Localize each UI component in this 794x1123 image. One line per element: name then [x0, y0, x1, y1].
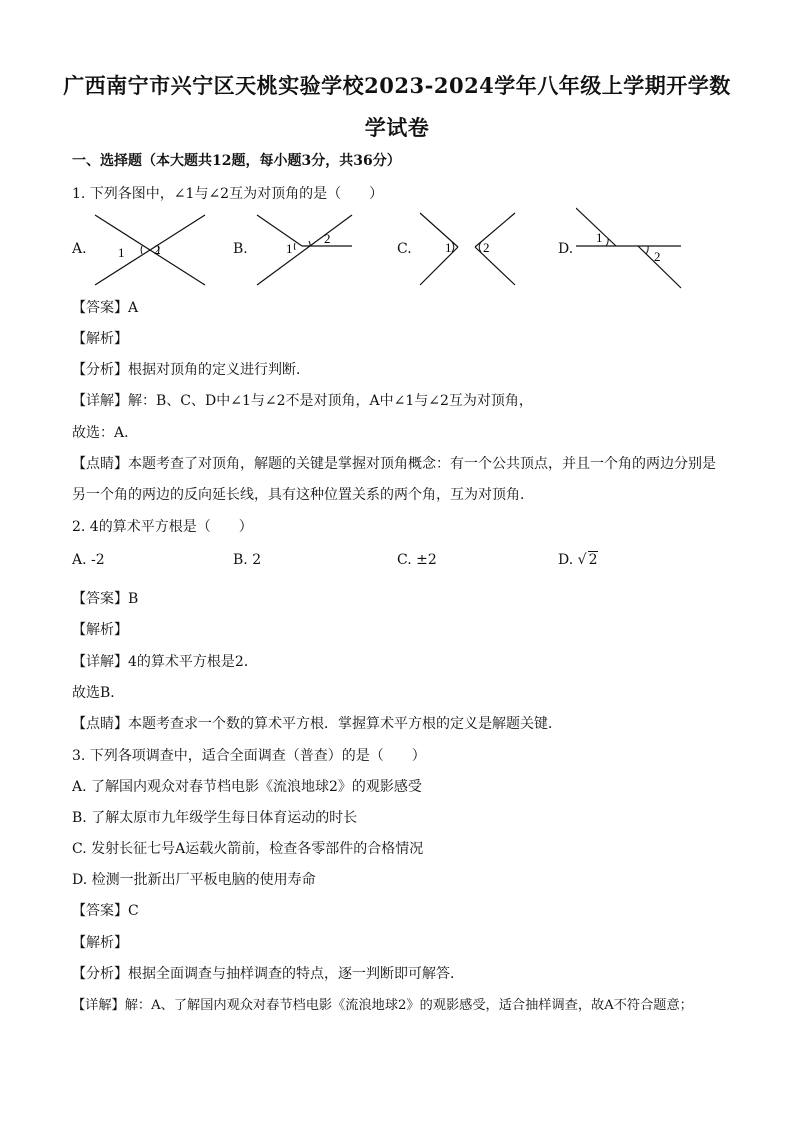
q1-figure-c	[415, 208, 525, 294]
q2-answer: 【答案】B	[72, 591, 139, 607]
q1-option-b-letter: B.	[233, 241, 248, 257]
q1-xiangjie: 【详解】解：B、C、D中∠1与∠2不是对顶角，A中∠1与∠2互为对顶角，	[72, 393, 533, 409]
q1-analysis-heading: 【解析】	[72, 331, 128, 347]
q1-b-angle2-label: 2	[324, 231, 331, 246]
q1-dianjing-line1: 【点睛】本题考查了对顶角，解题的关键是掌握对顶角概念：有一个公共顶点，并且一个角的两边分别是	[72, 456, 716, 472]
q2-option-b: B. 2	[233, 552, 262, 568]
q3-stem: 3. 下列各项调查中，适合全面调查（普查）的是（ ）	[72, 748, 426, 764]
q2-option-c: C. ±2	[397, 552, 437, 568]
q2-option-d	[558, 552, 598, 568]
q1-dianjing-line2: 另一个角的两边的反向延长线，具有这种位置关系的两个角，互为对顶角．	[72, 487, 534, 503]
q2-stem: 2. 4的算术平方根是（ ）	[72, 519, 253, 535]
q1-answer: 【答案】A	[72, 300, 139, 316]
q1-figure-a	[90, 210, 210, 294]
q1-d-angle1-label: 1	[596, 230, 603, 245]
q3-option-b: B. 了解太原市九年级学生每日体育运动的时长	[72, 810, 358, 826]
q3-xiangjie: 【详解】解：A、了解国内观众对春节档电影《流浪地球2》的观影感受，适合抽样调查，故A不符合题意；	[72, 998, 693, 1013]
q1-b-angle1-label: 1	[286, 241, 293, 256]
q1-guxuan: 故选：A．	[72, 425, 139, 441]
q1-option-c-letter: C.	[397, 241, 412, 257]
exam-title-line2: 学试卷	[364, 115, 430, 140]
q2-option-a: A. -2	[72, 552, 105, 568]
q2-guxuan: 故选B．	[72, 685, 125, 701]
q2-option-d-radicand: 2	[588, 552, 598, 568]
q1-stem: 1. 下列各图中，∠1与∠2互为对顶角的是（ ）	[72, 186, 384, 202]
q2-analysis-heading: 【解析】	[72, 622, 128, 638]
q2-dianjing: 【点睛】本题考查求一个数的算术平方根．掌握算术平方根的定义是解题关键．	[72, 716, 562, 732]
q3-option-a: A. 了解国内观众对春节档电影《流浪地球2》的观影感受	[72, 779, 422, 795]
q3-analysis-heading: 【解析】	[72, 935, 128, 951]
q3-fenxi: 【分析】根据全面调查与抽样调查的特点，逐一判断即可解答．	[72, 966, 464, 982]
q3-option-d: D. 检测一批新出厂平板电脑的使用寿命	[72, 872, 316, 888]
sqrt-symbol: √ 2	[577, 552, 598, 568]
q1-option-a-letter: A.	[72, 241, 87, 257]
q1-a-angle1-label: 1	[118, 245, 125, 260]
q3-answer: 【答案】C	[72, 903, 139, 919]
q1-option-d-letter: D.	[558, 241, 574, 257]
q1-figure-d	[576, 204, 686, 296]
exam-title-line1: 广西南宁市兴宁区天桃实验学校2023-2024学年八年级上学期开学数	[63, 73, 731, 98]
q1-c-angle1-label: 1	[445, 240, 452, 255]
q1-c-angle2-label: 2	[483, 240, 490, 255]
q2-option-d-letter: D.	[558, 552, 574, 568]
q1-figure-b	[252, 210, 362, 294]
section-heading: 一、选择题（本大题共12题，每小题3分，共36分）	[72, 153, 401, 169]
q1-fenxi: 【分析】根据对顶角的定义进行判断．	[72, 362, 310, 378]
q2-xiangjie: 【详解】4的算术平方根是2．	[72, 654, 258, 670]
q1-d-angle2-label: 2	[654, 249, 661, 264]
q3-option-c: C. 发射长征七号A运载火箭前，检查各零部件的合格情况	[72, 841, 424, 857]
q1-a-angle2-label: 2	[154, 242, 161, 257]
